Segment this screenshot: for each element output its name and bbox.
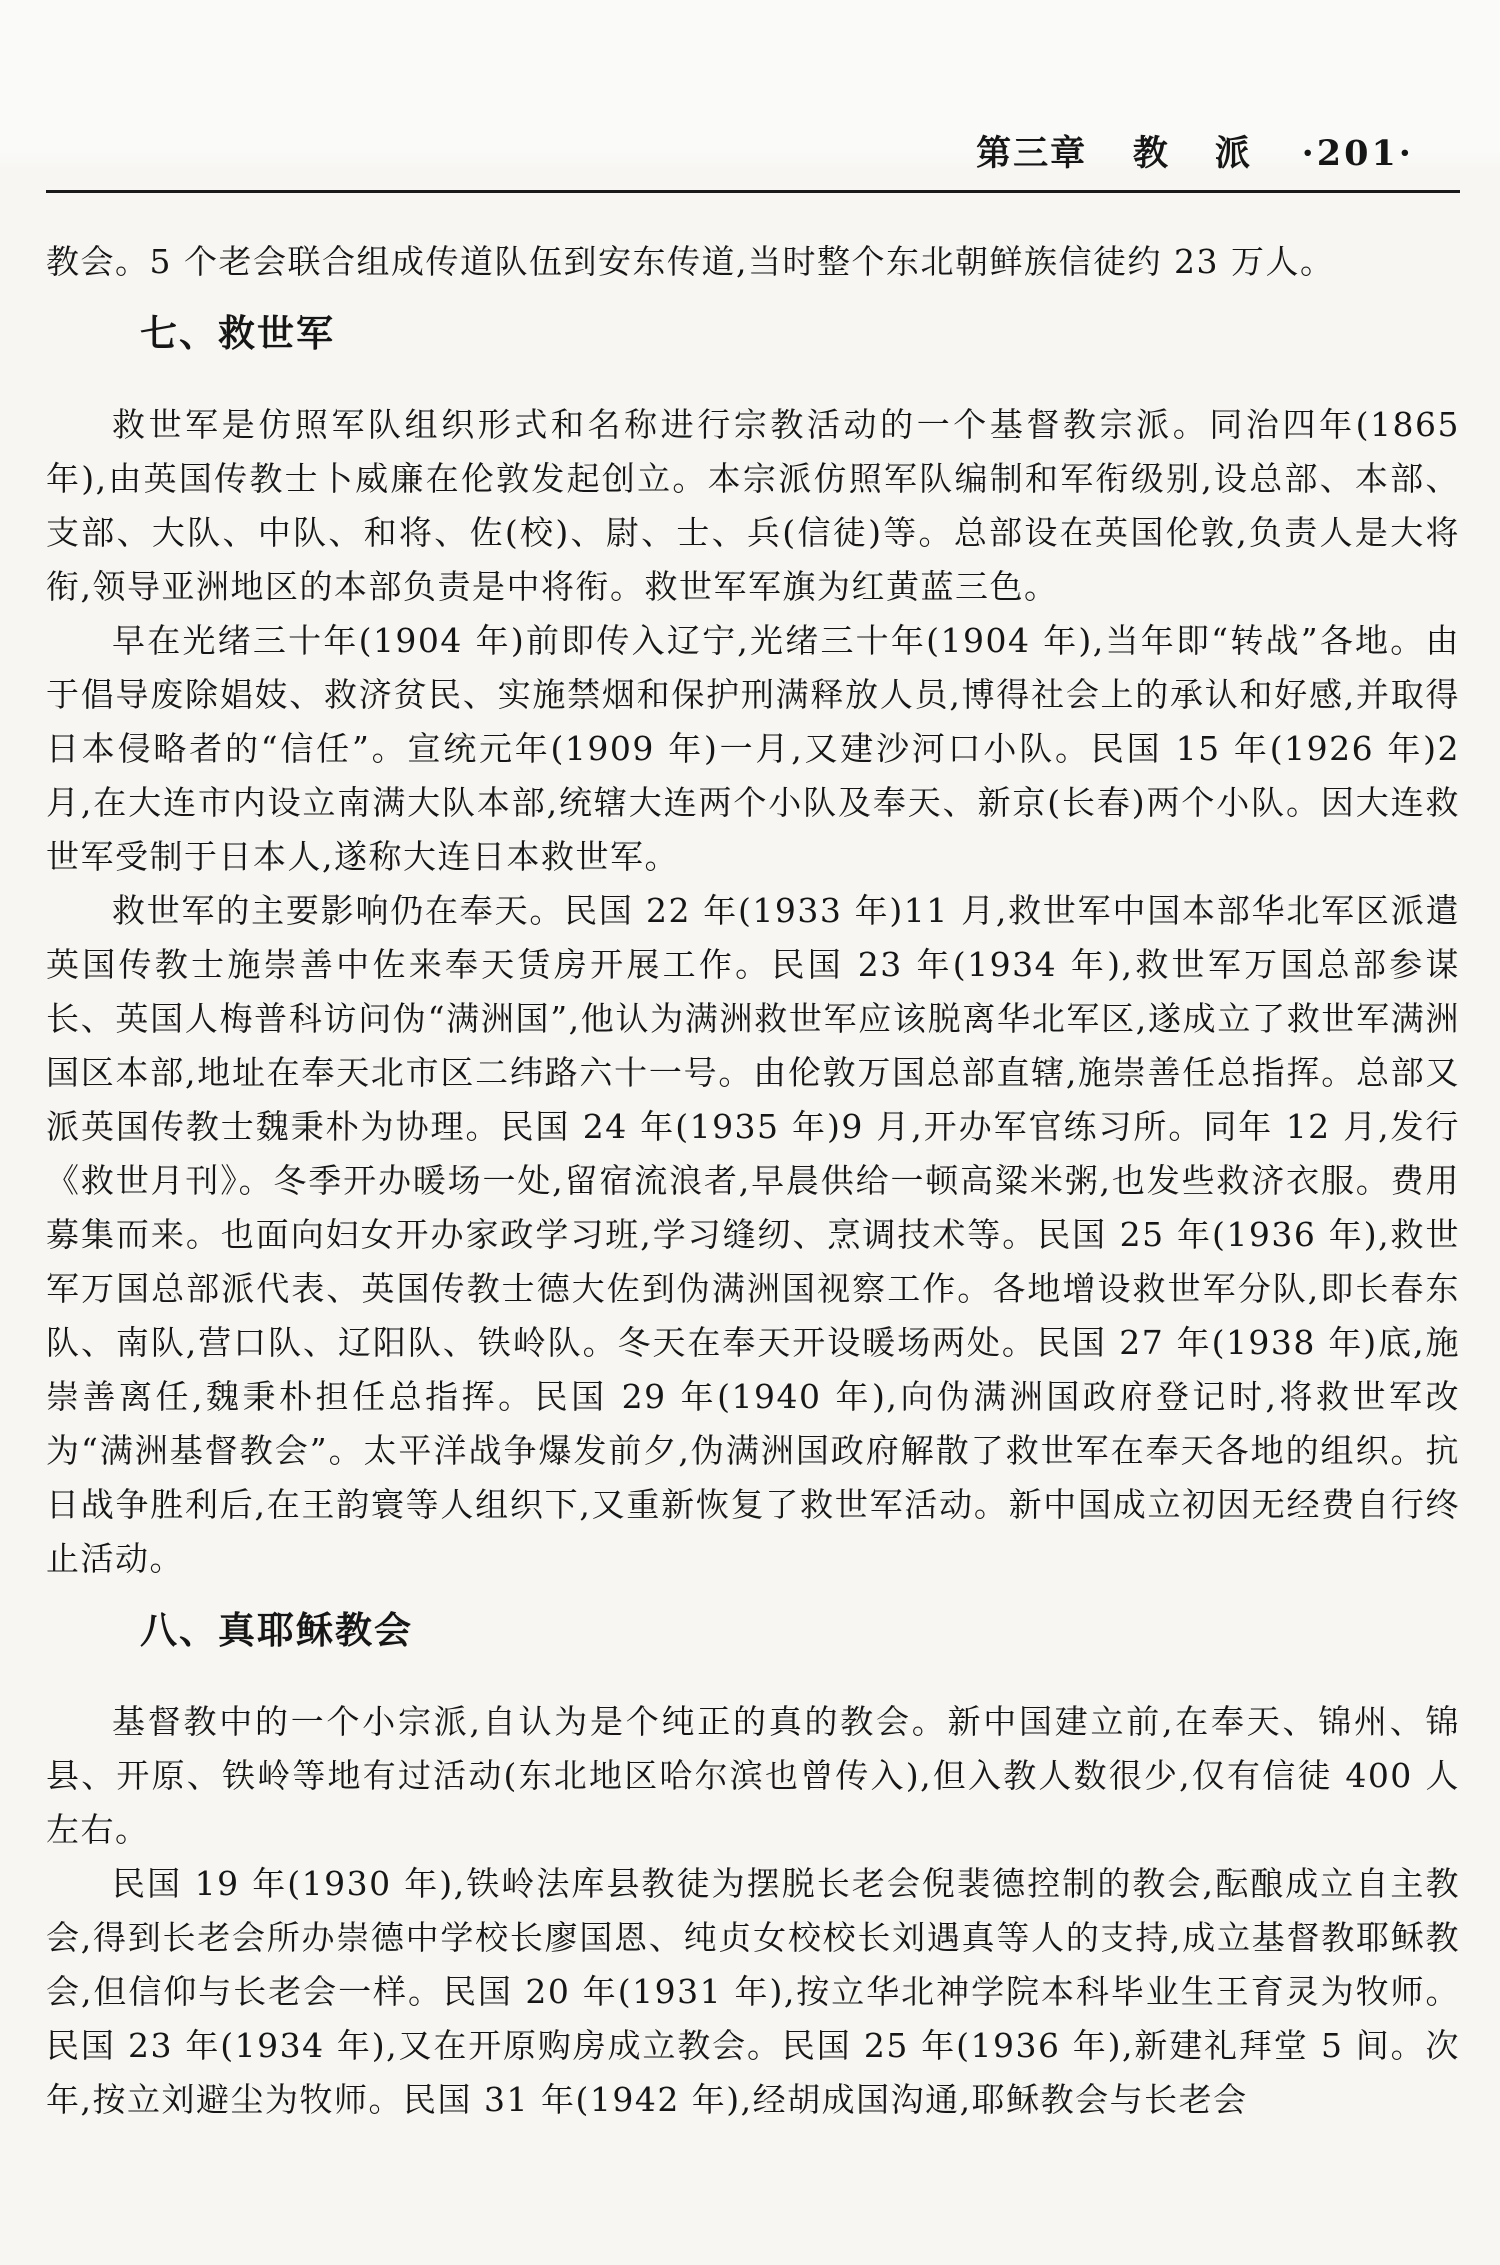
body-paragraph: 民国 19 年(1930 年),铁岭法库县教徒为摆脱长老会倪裴德控制的教会,酝酿成立自主教会,得到长老会所办崇德中学校长廖国恩、纯贞女校校长刘遇真等人的支持,成立基督教耶稣教会,但信仰与长老会一样。民国 20 年(1931 年),按立华北神学院本科毕业生王育灵为牧师。民国 23 年(1934 年),又在开原购房成立教会。民国 25 年(1936 年),新建礼拜堂 5 间。次年,按立刘避尘为牧师。民国 31 年(1942 年),经胡成国沟通,耶稣教会与长老会: [46, 1864, 1460, 2119]
body-text: [46, 235, 1460, 2127]
body-paragraph: 早在光绪三十年(1904 年)前即传入辽宁,光绪三十年(1904 年),当年即“转战”各地。由于倡导废除娼妓、救济贫民、实施禁烟和保护刑满释放人员,博得社会上的承认和好感,并取得日本侵略者的“信任”。宣统元年(1909 年)一月,又建沙河口小队。民国 15 年(1926 年)2 月,在大连市内设立南满大队本部,统辖大连两个小队及奉天、新京(长春)两个小队。因大连救世军受制于日本人,遂称大连日本救世军。: [46, 621, 1460, 876]
section-heading: 七、救世军: [140, 313, 335, 354]
body-paragraph: 救世军的主要影响仍在奉天。民国 22 年(1933 年)11 月,救世军中国本部华北军区派遣英国传教士施崇善中佐来奉天赁房开展工作。民国 23 年(1934 年),救世军万国总部参谋长、英国人梅普科访问伪“满洲国”,他认为满洲救世军应该脱离华北军区,遂成立了救世军满洲国区本部,地址在奉天北市区二纬路六十一号。由伦敦万国总部直辖,施崇善任总指挥。总部又派英国传教士魏秉朴为协理。民国 24 年(1935 年)9 月,开办军官练习所。同年 12 月,发行《救世月刊》。冬季开办暖场一处,留宿流浪者,早晨供给一顿高粱米粥,也发些救济衣服。费用募集而来。也面向妇女开办家政学习班,学习缝纫、烹调技术等。民国 25 年(1936 年),救世军万国总部派代表、英国传教士德大佐到伪满洲国视察工作。各地增设救世军分队,即长春东队、南队,营口队、辽阳队、铁岭队。冬天在奉天开设暖场两处。民国 27 年(1938 年)底,施崇善离任,魏秉朴担任总指挥。民国 29 年(1940 年),向伪满洲国政府登记时,将救世军改为“满洲基督教会”。太平洋战争爆发前夕,伪满洲国政府解散了救世军在奉天各地的组织。抗日战争胜利后,在王韵寰等人组织下,又重新恢复了救世军活动。新中国成立初因无经费自行终止活动。: [46, 891, 1460, 1578]
body-paragraph: 基督教中的一个小宗派,自认为是个纯正的真的教会。新中国建立前,在奉天、锦州、锦县、开原、铁岭等地有过活动(东北地区哈尔滨也曾传入),但入教人数很少,仅有信徒 400 人左右。: [46, 1702, 1460, 1849]
body-paragraph: 教会。5 个老会联合组成传道队伍到安东传道,当时整个东北朝鲜族信徒约 23 万人。: [46, 242, 1335, 281]
chapter-label: 第三章: [976, 134, 1088, 173]
section-heading: 八、真耶稣教会: [140, 1610, 413, 1651]
header-rule: [46, 190, 1460, 193]
body-paragraph: 救世军是仿照军队组织形式和名称进行宗教活动的一个基督教宗派。同治四年(1865 年),由英国传教士卜威廉在伦敦发起创立。本宗派仿照军队编制和军衔级别,设总部、本部、支部、大队、中队、和将、佐(校)、尉、士、兵(信徒)等。总部设在英国伦敦,负责人是大将衔,领导亚洲地区的本部负责是中将衔。救世军军旗为红黄蓝三色。: [46, 405, 1460, 606]
page-number: ·201·: [1301, 133, 1414, 174]
running-header: [46, 0, 1460, 176]
section-label: 教 派: [1132, 134, 1256, 173]
